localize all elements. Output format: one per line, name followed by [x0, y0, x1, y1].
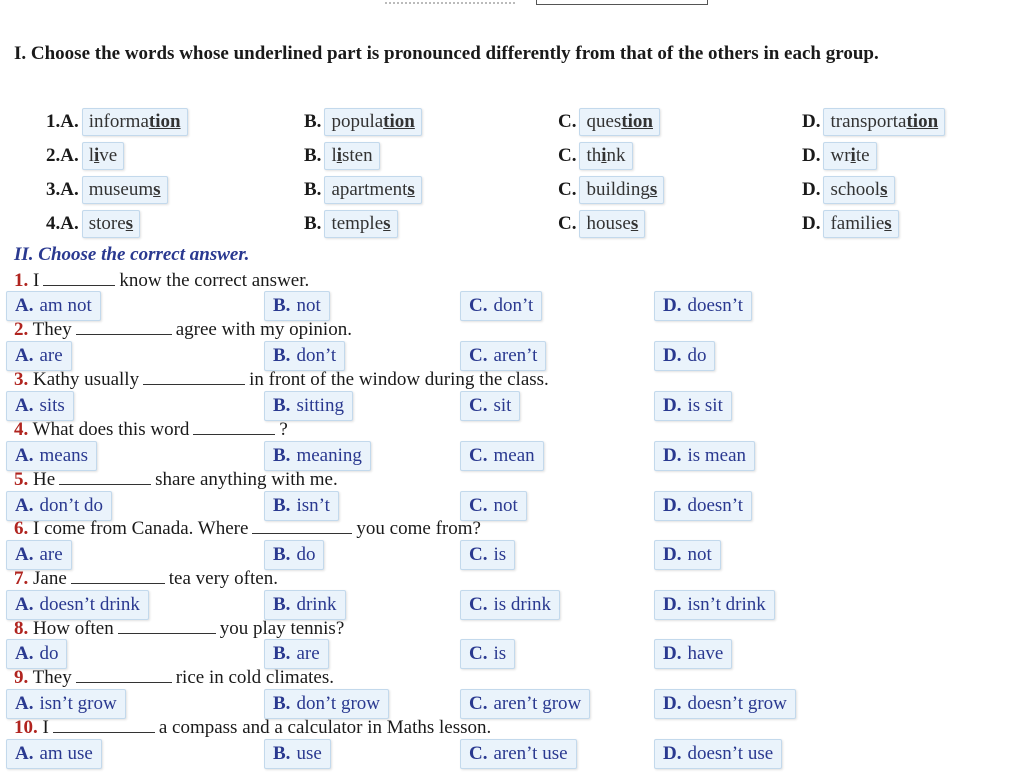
section1-option[interactable] [304, 209, 398, 239]
question-number: 10. [14, 717, 38, 738]
word-part: sten [342, 145, 373, 166]
option-letter: D. [663, 643, 682, 664]
underlined-part: i [336, 145, 342, 166]
option-letter: D. [663, 495, 682, 516]
option-letter: D. [802, 213, 821, 234]
option-text: is sit [687, 395, 723, 416]
option-letter: D. [663, 544, 682, 565]
answer-option[interactable] [460, 590, 560, 620]
option-text: mean [493, 445, 535, 466]
underlined-part: i [601, 145, 607, 166]
underlined-part: s [125, 213, 134, 234]
option-letter: C. [469, 693, 488, 714]
option-text: isn’t [296, 495, 330, 516]
underlined-part: i [850, 145, 856, 166]
option-word [823, 108, 945, 136]
answer-blank[interactable] [76, 318, 172, 335]
answer-blank[interactable] [43, 269, 115, 286]
underlined-part: tion [906, 111, 939, 132]
word-part: ques [586, 111, 622, 132]
question-text-before: They [32, 667, 72, 688]
section1-option[interactable] [304, 175, 422, 205]
section1-option[interactable] [46, 107, 188, 137]
question-text-after: rice in cold climates. [175, 667, 334, 688]
answer-option[interactable] [654, 291, 752, 321]
option-letter: A. [15, 395, 34, 416]
underlined-part: s [630, 213, 639, 234]
question-text-after: you come from? [356, 518, 481, 539]
answer-option[interactable] [460, 739, 577, 769]
option-letter: C. [558, 179, 577, 200]
option-text: sitting [296, 395, 344, 416]
answer-options-row [0, 391, 1024, 421]
option-text: do [39, 643, 59, 664]
answer-options-row [0, 441, 1024, 471]
option-letter: D. [663, 693, 682, 714]
section1-option[interactable] [558, 209, 645, 239]
question-text-before: I [42, 717, 49, 738]
option-letter: B. [273, 295, 291, 316]
answer-option[interactable] [654, 441, 755, 471]
option-letter: B. [273, 544, 291, 565]
option-text: meaning [296, 445, 362, 466]
answer-blank[interactable] [76, 666, 172, 683]
answer-blank[interactable] [71, 567, 165, 584]
section2-title: II. Choose the correct answer. [14, 244, 250, 265]
option-letter: B. [273, 395, 291, 416]
question-number: 9. [14, 667, 29, 688]
option-word [324, 108, 421, 136]
answer-option[interactable] [6, 639, 67, 669]
answer-option[interactable] [6, 739, 102, 769]
option-letter: C. [469, 295, 488, 316]
word-part: building [586, 179, 650, 200]
option-letter: C. [469, 643, 488, 664]
answer-option[interactable] [264, 639, 329, 669]
question-line [14, 418, 288, 442]
question-number: 3. [46, 179, 61, 200]
question-text-before: He [33, 469, 56, 490]
word-part: l [88, 145, 95, 166]
word-part: wr [830, 145, 851, 166]
option-text: sits [39, 395, 65, 416]
question-number: 2. [14, 319, 29, 340]
option-text: don’t [493, 295, 534, 316]
option-word [823, 142, 876, 170]
answer-option[interactable] [654, 639, 732, 669]
option-word [324, 210, 397, 238]
option-letter: C. [469, 594, 488, 615]
option-text: means [39, 445, 89, 466]
option-letter: A. [15, 295, 34, 316]
answer-options-row [0, 689, 1024, 719]
option-word [823, 210, 898, 238]
section1-row [0, 107, 1024, 137]
answer-option[interactable] [654, 391, 732, 421]
answer-options-row [0, 639, 1024, 669]
question-line [14, 567, 278, 591]
word-part: house [586, 213, 631, 234]
answer-blank[interactable] [53, 716, 155, 733]
option-letter: B. [273, 495, 291, 516]
section1-option[interactable] [46, 175, 168, 205]
section1-option[interactable] [802, 141, 877, 171]
question-line [14, 318, 352, 342]
underlined-part: s [407, 179, 415, 200]
underlined-part: s [880, 179, 888, 200]
option-word [82, 142, 125, 170]
word-part: apartment [331, 179, 408, 200]
option-letter: A. [15, 544, 34, 565]
option-letter: D. [663, 395, 682, 416]
option-text: doesn’t grow [687, 693, 787, 714]
section1-option[interactable] [802, 107, 945, 137]
section1-option[interactable] [46, 209, 140, 239]
option-word [579, 176, 664, 204]
option-text: aren’t use [493, 743, 568, 764]
option-text: not [493, 495, 518, 516]
option-text: use [296, 743, 322, 764]
question-line [14, 617, 344, 641]
option-text: am use [39, 743, 93, 764]
answer-option[interactable] [264, 341, 345, 371]
word-part: temple [331, 213, 384, 234]
option-word [579, 108, 660, 136]
question-number: 6. [14, 518, 29, 539]
option-letter: B. [273, 445, 291, 466]
question-text-before: They [32, 319, 72, 340]
option-letter: A. [15, 345, 34, 366]
section1-title: I. Choose the words whose underlined part is pronounced differently from that of the others in each group. [14, 43, 879, 64]
option-text: have [687, 643, 724, 664]
underlined-part: tion [383, 111, 415, 132]
option-letter: C. [469, 495, 488, 516]
word-part: te [855, 145, 870, 166]
option-letter: A. [60, 145, 79, 166]
option-letter: C. [469, 544, 488, 565]
section1-option[interactable] [304, 107, 422, 137]
option-text: isn’t grow [39, 693, 117, 714]
word-part: th [586, 145, 602, 166]
option-word [324, 142, 379, 170]
answer-option[interactable] [460, 689, 590, 719]
answer-option[interactable] [264, 590, 346, 620]
word-part: nk [606, 145, 626, 166]
answer-option[interactable] [6, 441, 97, 471]
question-text-after: ? [279, 419, 288, 440]
underlined-part: i [94, 145, 100, 166]
option-letter: B. [273, 345, 291, 366]
question-text-after: agree with my opinion. [175, 319, 352, 340]
underlined-part: s [153, 179, 161, 200]
answer-options-row [0, 540, 1024, 570]
answer-option[interactable] [264, 441, 371, 471]
option-word [823, 176, 894, 204]
word-part: popula [331, 111, 384, 132]
option-letter: D. [802, 111, 821, 132]
answer-options-row [0, 291, 1024, 321]
question-line [14, 269, 309, 293]
answer-option[interactable] [264, 391, 353, 421]
option-text: don’t do [39, 495, 103, 516]
option-text: drink [296, 594, 337, 615]
option-letter: A. [60, 213, 79, 234]
section1-option[interactable] [802, 175, 895, 205]
option-letter: D. [802, 179, 821, 200]
option-text: is mean [687, 445, 747, 466]
answer-option[interactable] [264, 689, 389, 719]
section1-option[interactable] [304, 141, 380, 171]
option-word [82, 108, 188, 136]
option-text: doesn’t [687, 495, 744, 516]
answer-option[interactable] [6, 540, 72, 570]
option-letter: B. [273, 743, 291, 764]
answer-option[interactable] [264, 291, 330, 321]
underlined-part: s [383, 213, 391, 234]
word-part: store [88, 213, 126, 234]
option-text: doesn’t [687, 295, 744, 316]
option-letter: D. [663, 345, 682, 366]
answer-option[interactable] [654, 540, 721, 570]
option-letter: A. [60, 111, 79, 132]
question-number: 8. [14, 618, 29, 639]
answer-option[interactable] [654, 689, 796, 719]
underlined-part: s [649, 179, 658, 200]
option-letter: D. [663, 743, 682, 764]
option-letter: C. [558, 145, 577, 166]
answer-option[interactable] [460, 540, 515, 570]
answer-blank[interactable] [143, 368, 245, 385]
option-word [82, 176, 168, 204]
option-letter: A. [15, 693, 34, 714]
question-number: 4. [46, 213, 61, 234]
top-decoration [385, 0, 515, 4]
option-text: don’t [296, 345, 337, 366]
option-text: am not [39, 295, 92, 316]
answer-blank[interactable] [59, 468, 151, 485]
section1-option[interactable] [46, 141, 124, 171]
option-text: do [296, 544, 316, 565]
option-text: do [687, 345, 707, 366]
section1-option[interactable] [558, 175, 664, 205]
question-text-after: in front of the window during the class. [249, 369, 549, 390]
option-text: isn’t drink [687, 594, 766, 615]
question-number: 1. [14, 270, 29, 291]
option-word [82, 210, 140, 238]
option-word [324, 176, 421, 204]
word-part: informa [88, 111, 149, 132]
option-letter: B. [273, 693, 291, 714]
option-text: is [493, 544, 507, 565]
option-letter: C. [469, 395, 488, 416]
question-text-after: a compass and a calculator in Maths lesson. [158, 717, 492, 738]
question-text-before: I [33, 270, 40, 291]
answer-option[interactable] [6, 590, 149, 620]
option-text: are [39, 544, 63, 565]
option-letter: D. [802, 145, 821, 166]
word-part: transporta [830, 111, 907, 132]
answer-option[interactable] [460, 441, 544, 471]
question-text-before: What does this word [32, 419, 190, 440]
option-letter: C. [469, 345, 488, 366]
option-letter: A. [15, 743, 34, 764]
option-letter: B. [304, 213, 322, 234]
option-letter: B. [273, 643, 291, 664]
option-letter: A. [15, 495, 34, 516]
option-text: doesn’t use [687, 743, 774, 764]
option-letter: D. [663, 445, 682, 466]
option-letter: B. [304, 111, 322, 132]
question-number: 7. [14, 568, 29, 589]
underlined-part: tion [621, 111, 653, 132]
answer-option[interactable] [264, 540, 324, 570]
question-number: 3. [14, 369, 29, 390]
option-text: doesn’t drink [39, 594, 140, 615]
option-text: sit [493, 395, 512, 416]
option-word [579, 210, 645, 238]
option-letter: C. [558, 213, 577, 234]
underlined-part: tion [148, 111, 181, 132]
option-letter: C. [558, 111, 577, 132]
option-letter: C. [469, 743, 488, 764]
section1-option[interactable] [802, 209, 899, 239]
question-number: 1. [46, 111, 61, 132]
option-text: aren’t [493, 345, 538, 366]
question-text-after: you play tennis? [219, 618, 345, 639]
answer-option[interactable] [654, 590, 775, 620]
question-text-after: share anything with me. [155, 469, 338, 490]
answer-option[interactable] [6, 689, 126, 719]
word-part: l [331, 145, 337, 166]
section1-row [0, 209, 1024, 239]
question-line [14, 666, 334, 690]
answer-options-row [0, 341, 1024, 371]
option-text: not [296, 295, 321, 316]
option-letter: A. [15, 643, 34, 664]
word-part: school [830, 179, 881, 200]
option-text: are [296, 643, 320, 664]
question-number: 2. [46, 145, 61, 166]
question-number: 4. [14, 419, 29, 440]
answer-blank[interactable] [118, 617, 216, 634]
option-letter: B. [304, 145, 322, 166]
answer-option[interactable] [460, 391, 520, 421]
underlined-part: s [884, 213, 892, 234]
answer-option[interactable] [460, 341, 546, 371]
question-text-before: How often [33, 618, 114, 639]
word-part: ve [99, 145, 118, 166]
option-text: is drink [493, 594, 552, 615]
option-word [579, 142, 632, 170]
answer-option[interactable] [460, 291, 542, 321]
option-letter: B. [273, 594, 291, 615]
section1-row [0, 141, 1024, 171]
option-text: are [39, 345, 63, 366]
option-letter: A. [15, 445, 34, 466]
question-text-after: tea very often. [168, 568, 278, 589]
question-line [14, 468, 338, 492]
word-part: museum [88, 179, 154, 200]
answer-option[interactable] [460, 639, 515, 669]
answer-option[interactable] [6, 391, 74, 421]
option-letter: B. [304, 179, 322, 200]
section1-row [0, 175, 1024, 205]
option-text: aren’t grow [493, 693, 582, 714]
question-number: 5. [14, 469, 29, 490]
option-text: don’t grow [296, 693, 380, 714]
question-line [14, 368, 549, 392]
answer-option[interactable] [654, 739, 782, 769]
option-letter: C. [469, 445, 488, 466]
question-text-after: know the correct answer. [119, 270, 310, 291]
question-text-before: I come from Canada. Where [33, 518, 249, 539]
question-text-before: Kathy usually [33, 369, 140, 390]
answer-options-row [0, 739, 1024, 769]
answer-option[interactable] [6, 341, 72, 371]
option-text: not [687, 544, 712, 565]
answer-option[interactable] [654, 491, 752, 521]
section1-option[interactable] [558, 141, 633, 171]
top-answer-box [536, 0, 708, 5]
word-part: familie [830, 213, 885, 234]
section1-option[interactable] [558, 107, 660, 137]
option-letter: A. [60, 179, 79, 200]
option-text: is [493, 643, 507, 664]
answer-blank[interactable] [193, 418, 275, 435]
answer-option[interactable] [6, 291, 101, 321]
answer-options-row [0, 590, 1024, 620]
answer-option[interactable] [654, 341, 715, 371]
question-line [14, 517, 481, 541]
answer-option[interactable] [264, 739, 331, 769]
question-text-before: Jane [33, 568, 67, 589]
answer-blank[interactable] [252, 517, 352, 534]
option-letter: D. [663, 594, 682, 615]
option-letter: D. [663, 295, 682, 316]
option-letter: A. [15, 594, 34, 615]
question-line [14, 716, 491, 740]
